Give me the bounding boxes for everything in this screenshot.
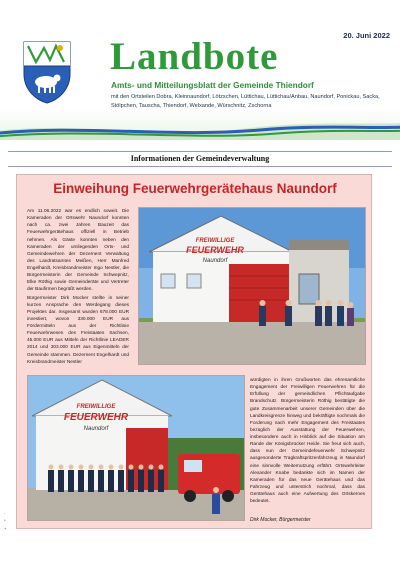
photo1-sign-line2: FEUERWEHR: [186, 245, 244, 255]
margin-marks: [4, 509, 6, 533]
coat-of-arms-icon: [22, 40, 72, 104]
photo-group-with-fire-truck: [27, 375, 245, 521]
photo2-sign-line1: FREIWILLIGE: [76, 404, 116, 410]
margin-mark: +: [4, 526, 7, 531]
article-box: [16, 174, 372, 529]
article-paragraph: Bürgermeister Dirk Mocker stellte in seiner kurzen Ansprache den Werdegang dieses Projektes dar. Insgesamt wurden 678.000 EUR investiert, wovon 330.000 EUR aus Fördermitteln aus der Richtlinie Feuerwehrwesen des Freistaates Sachsen, 45.000 EUR aus Mitteln der Richtlinie LEADER 2014 und 303.000 EUR aus Eigenmitteln der Gemeinde stammen. Dezernent Engelhardt und Kreisbrandmeister Nestler: [27, 295, 129, 365]
photo2-sign-line2: FEUERWEHR: [63, 412, 129, 423]
issue-date: 20. Juni 2022: [343, 31, 390, 40]
photo1-sign-line1: FREIWILLIGE: [195, 238, 235, 244]
article-left-column: [27, 208, 129, 367]
article-headline: Einweihung Feuerwehrgerätehaus Naundorf: [53, 181, 337, 196]
article-paragraph: Am 11.06.2022 war es endlich soweit. Die Kameraden der Ortswehr Naundorf konnten nach ca. zwei Jahren Bauzeit das Feuerwehrgerätehaus offiziell in Betrieb nehmen. Als Gäste konnten neben den Kameraden der umliegenden Orts- und Gemeindewehren der Dezernent Verwaltung des Landratsamtes Meißen, Herr Manfred Engelhardt, Kreisbrandmeister Ingo Nestler, die Bürgermeisterin der Gemeinde Schwepnitz, Elke Röthig sowie Gemeinderäte und Vertreter der Baufirmen begrüßt werden.: [27, 209, 129, 293]
article-signature: Dirk Mocker, Bürgermeister: [250, 517, 311, 523]
newspaper-title: Landbote: [110, 35, 279, 78]
photo2-sign-line3: Naundorf: [83, 426, 109, 432]
article-right-column: würdigten in ihren Grußworten das ehrenamtliche Engagement der Freiwilligen Feuerwehren für die Erfüllung der gemeindlichen Pflichtaufgabe Brandschutz. Bürgermeisterin Röthig bestätigte die gute Zusammenarbeit unserer Gemeinden über die Landkreisgrenze hinweg und bekräftigte nochmals die Forderung nach mehr Engagement des Freistaates bezüglich der Ausstattung der Feuerwehren, insbesondere auch in Hinblick auf die Situation am Rande der Königsbrücker Heide. Sie freut sich auch, dass nun der Gemeindefeuerwehr Schwepnitz ausgesonderte Tragkraftspritzenfahrzeug in Naundorf eine sinnvolle Weiternutzung erfährt. Ortswehrleiter Alexander Knabe bedankte sich im Namen der Kameraden für das neue Gerätehaus und das Fahrzeug und unterstrich nochmal, dass das Gerätehaus auch eine Aufwertung des Ortskernes bedeutet.: [250, 378, 365, 505]
masthead: [0, 0, 400, 140]
margin-mark: -: [4, 510, 6, 515]
photo1-sign-line3: Naundorf: [202, 258, 228, 264]
village-list: mit den Ortsteilen Dobra, Kleinnaundorf, Lötzschen, Lüttichau, Lüttichau/Anbau, Naundorf, Ponickau, Sacka, Stölpchen, Tauscha, Thiendorf, Welxande, Würschnitz, Zschorna: [111, 94, 380, 109]
section-heading: Informationen der Gemeindeverwaltung: [8, 151, 392, 167]
margin-mark: *: [4, 518, 6, 523]
photo-fire-station-ceremony: [138, 207, 366, 365]
newspaper-subtitle: Amts- und Mitteilungsblatt der Gemeinde Thiendorf: [111, 80, 314, 90]
masthead-wave-decoration: [0, 118, 400, 140]
